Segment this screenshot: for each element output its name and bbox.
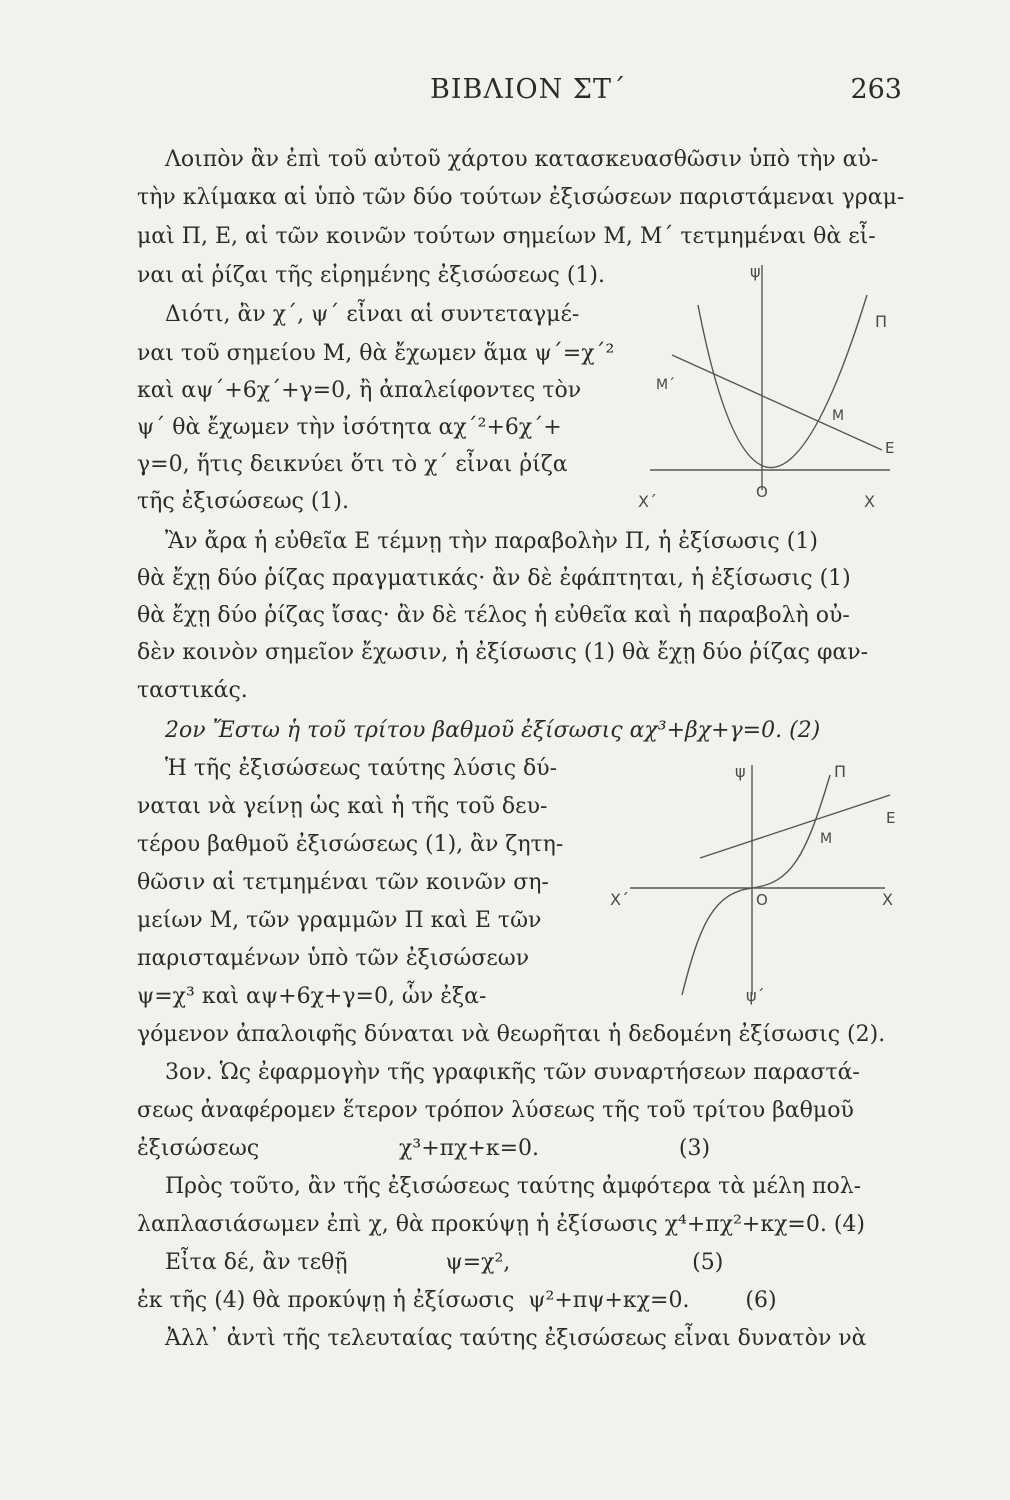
label-pi: Π: [834, 762, 847, 781]
text-line: Λοιπὸν ἂν ἐπὶ τοῦ αὐτοῦ χάρτου κατασκευασθῶσιν ὑπὸ τὴν αὐ-: [165, 147, 879, 172]
label-origin: Ο: [756, 891, 768, 909]
text-line: Εἶτα δέ, ἂν τεθῇ ψ=χ², (5): [165, 1250, 724, 1275]
text-line: ναι τοῦ σημείου Μ, θὰ ἔχωμεν ἅμα ψ΄=χ΄²: [137, 341, 615, 366]
figure-cubic-line: [600, 755, 910, 1025]
label-m: Μ: [832, 408, 845, 424]
page-number: 263: [850, 74, 902, 105]
label-psi: ψ: [750, 262, 761, 281]
text-line: παρισταμένων ὑπὸ τῶν ἐξισώσεων: [137, 946, 530, 971]
running-title: ΒΙΒΛΙΟΝ ΣΤ΄: [430, 74, 627, 105]
text-line: Ἀλλ᾽ ἀντὶ τῆς τελευταίας ταύτης ἐξισώσεως εἶναι δυνατὸν νὰ: [165, 1326, 867, 1351]
text-line: δὲν κοινὸν σημεῖον ἔχωσιν, ἡ ἐξίσωσις (1) θὰ ἔχῃ δύο ῥίζας φαν-: [137, 640, 869, 665]
text-line: Ἡ τῆς ἐξισώσεως ταύτης λύσις δύ-: [165, 756, 558, 781]
text-line: ψ΄ θὰ ἔχωμεν τὴν ἰσότητα αχ΄²+6χ΄+: [137, 415, 562, 440]
text-line: ταστικάς.: [137, 678, 248, 703]
label-x: Χ: [864, 492, 875, 511]
text-line: γόμενον ἀπαλοιφῆς δύναται νὰ θεωρῆται ἡ δεδομένη ἐξίσωσις (2).: [137, 1022, 886, 1047]
text-line: μείων Μ, τῶν γραμμῶν Π καὶ Ε τῶν: [137, 908, 542, 933]
label-origin: Ο: [756, 483, 768, 501]
text-line: καὶ αψ΄+6χ΄+γ=0, ἢ ἀπαλείφοντες τὸν: [137, 378, 582, 403]
text-line: Διότι, ἂν χ΄, ψ΄ εἶναι αἱ συντεταγμέ-: [165, 302, 580, 327]
text-line: ψ=χ³ καὶ αψ+6χ+γ=0, ὧν ἐξα-: [137, 984, 487, 1009]
text-line: μαὶ Π, Ε, αἱ τῶν κοινῶν τούτων σημείων Μ, Μ΄ τετμημέναι θὰ εἶ-: [137, 224, 876, 249]
text-line: 3ον. Ὡς ἐφαρμογὴν τῆς γραφικῆς τῶν συναρτήσεων παραστά-: [165, 1060, 860, 1085]
label-e: Ε: [886, 809, 896, 827]
text-line: Ἂν ἄρα ἡ εὐθεῖα Ε τέμνῃ τὴν παραβολὴν Π, ἡ ἐξίσωσις (1): [165, 529, 818, 554]
label-x: Χ: [882, 890, 893, 909]
text-line: τὴν κλίμακα αἱ ὑπὸ τῶν δύο τούτων ἐξισώσεων παριστάμεναι γραμ-: [137, 185, 905, 210]
text-line: θῶσιν αἱ τετμημέναι τῶν κοινῶν ση-: [137, 870, 549, 895]
text-line: ἐξισώσεως χ³+πχ+κ=0. (3): [137, 1136, 711, 1161]
text-line: σεως ἀναφέρομεν ἕτερον τρόπον λύσεως τῆς τοῦ τρίτου βαθμοῦ: [137, 1098, 854, 1123]
text-line: θὰ ἔχῃ δύο ῥίζας ἴσας· ἂν δὲ τέλος ἡ εὐθεῖα καὶ ἡ παραβολὴ οὐ-: [137, 603, 850, 628]
label-m: Μ: [820, 831, 833, 847]
text-line: τέρου βαθμοῦ ἐξισώσεως (1), ἂν ζητη-: [137, 832, 564, 857]
label-psi-prime: ψ΄: [746, 986, 765, 1005]
text-line: λαπλασιάσωμεν ἐπὶ χ, θὰ προκύψῃ ἡ ἐξίσωσις χ⁴+πχ²+κχ=0. (4): [137, 1212, 865, 1237]
text-line: 2ον Ἔστω ἡ τοῦ τρίτου βαθμοῦ ἐξίσωσις αχ³+βχ+γ=0. (2): [165, 718, 821, 743]
label-pi: Π: [875, 312, 888, 331]
label-psi: ψ: [735, 762, 746, 781]
text-line: ναται νὰ γείνῃ ὡς καὶ ἡ τῆς τοῦ δευ-: [137, 794, 548, 819]
label-x-prime: Χ΄: [638, 492, 657, 511]
text-line: θὰ ἔχῃ δύο ῥίζας πραγματικάς· ἂν δὲ ἐφάπτηται, ἡ ἐξίσωσις (1): [137, 566, 851, 591]
text-line: Πρὸς τοῦτο, ἂν τῆς ἐξισώσεως ταύτης ἀμφότερα τὰ μέλη πολ-: [165, 1174, 862, 1199]
label-m-prime: Μ΄: [656, 377, 676, 393]
text-line: ναι αἱ ῥίζαι τῆς εἰρημένης ἐξισώσεως (1).: [137, 263, 605, 288]
label-x-prime: Χ΄: [610, 890, 629, 909]
label-e: Ε: [885, 439, 895, 457]
page-header: [140, 74, 902, 114]
text-line: ἐκ τῆς (4) θὰ προκύψῃ ἡ ἐξίσωσις ψ²+πψ+κχ=0. (6): [137, 1288, 777, 1313]
text-line: γ=0, ἥτις δεικνύει ὅτι τὸ χ΄ εἶναι ῥίζα: [137, 452, 568, 477]
figure-parabola-line: [620, 255, 910, 515]
text-line: τῆς ἐξισώσεως (1).: [137, 489, 349, 514]
